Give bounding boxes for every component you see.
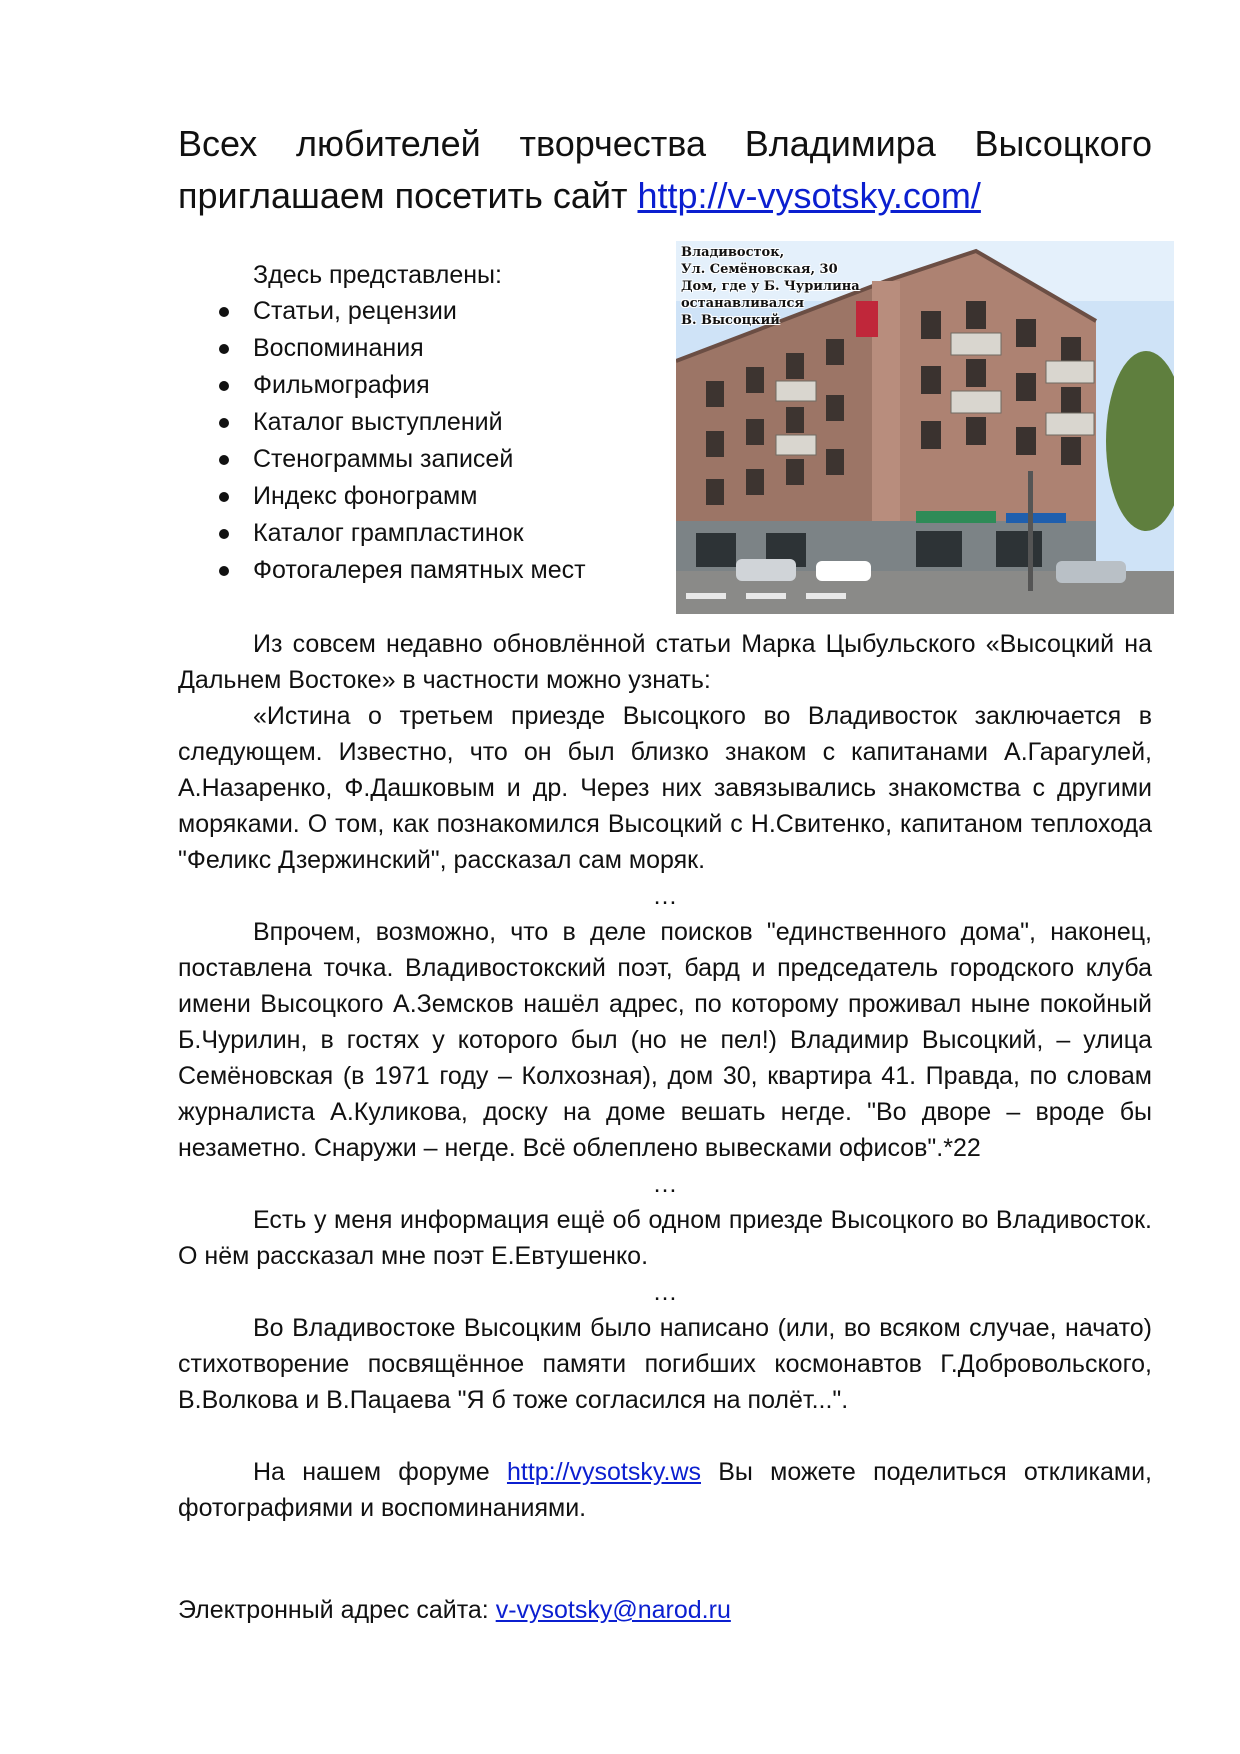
- list-item-label: Каталог выступлений: [253, 408, 503, 436]
- building-photo: [676, 241, 1174, 614]
- page-title-prefix: приглашаем посетить сайт: [178, 175, 638, 216]
- article-quote-paragraph: «Истина о третьем приезде Высоцкого во Владивосток заключается в следующем. Известно, что он был близко знаком с капитанами А.Гарагулей, А.Назаренко, Ф.Дашковым и др. Через них завязывались знакомства с другими моряками. О том, как познакомился Высоцкий с Н.Свитенко, капитаном теплохода "Феликс Дзержинский", рассказал сам моряк.: [178, 702, 1152, 874]
- bullet-icon: [219, 492, 229, 502]
- list-item: [213, 367, 586, 404]
- bullet-icon: [219, 455, 229, 465]
- page-title-line2: [178, 170, 1152, 222]
- list-item: [213, 478, 586, 515]
- ellipsis-separator: …: [652, 1278, 678, 1306]
- page-title-line1: Всех любителей творчества Владимира Высоцкого: [178, 123, 1152, 164]
- forum-prefix: На нашем форуме: [253, 1458, 507, 1486]
- list-item: [213, 552, 586, 589]
- features-list: [213, 293, 586, 589]
- list-item-label: Стенограммы записей: [253, 445, 514, 473]
- list-item: [213, 441, 586, 478]
- article-paragraph-1: Из совсем недавно обновлённой статьи Марка Цыбульского «Высоцкий на Дальнем Востоке» в частности можно узнать:: [178, 630, 1152, 694]
- article-body: [178, 626, 1152, 1526]
- bullet-icon: [219, 529, 229, 539]
- article-paragraph-4: Есть у меня информация ещё об одном приезде Высоцкого во Владивосток. О нём рассказал мне поэт Е.Евтушенко.: [178, 1206, 1152, 1270]
- list-item-label: Воспоминания: [253, 334, 424, 362]
- list-item: [213, 330, 586, 367]
- photo-caption: [681, 244, 860, 329]
- bullet-icon: [219, 307, 229, 317]
- list-item-label: Индекс фонограмм: [253, 482, 478, 510]
- contact-line: [178, 1592, 731, 1628]
- list-item: [213, 293, 586, 330]
- ellipsis-separator: …: [652, 882, 678, 910]
- bullet-icon: [219, 381, 229, 391]
- site-link[interactable]: http://v-vysotsky.com/: [637, 175, 981, 216]
- article-paragraph-3: Впрочем, возможно, что в деле поисков "единственного дома", наконец, поставлена точка. Владивостокский поэт, бард и председатель городского клуба имени Высоцкого А.Земсков нашёл адрес, по которому проживал ныне покойный Б.Чурилин, в гостях у которого был (но не пел!) Владимир Высоцкий, – улица Семёновская (в 1971 году – Колхозная), дом 30, квартира 41. Правда, по словам журналиста А.Куликова, доску на доме вешать негде. "Во дворе – вроде бы незаметно. Снаружи – негде. Всё облеплено вывесками офисов".*22: [178, 918, 1152, 1162]
- caption-line: В. Высоцкий: [681, 313, 780, 328]
- forum-paragraph: [178, 1454, 1152, 1526]
- caption-line: останавливался: [681, 296, 804, 311]
- features-intro: Здесь представлены:: [253, 261, 502, 289]
- list-item-label: Каталог грампластинок: [253, 519, 524, 547]
- ellipsis-separator: …: [652, 1170, 678, 1198]
- caption-line: Дом, где у Б. Чурилина: [681, 279, 860, 294]
- bullet-icon: [219, 566, 229, 576]
- article-paragraph-5: Во Владивостоке Высоцким было написано (или, во всяком случае, начато) стихотворение посвящённое памяти погибших космонавтов Г.Добровольского, В.Волкова и В.Пацаева "Я б тоже согласился на полёт...".: [178, 1314, 1152, 1414]
- list-item-label: Фильмография: [253, 371, 430, 399]
- forum-link[interactable]: http://vysotsky.ws: [506, 1458, 701, 1486]
- bullet-icon: [219, 418, 229, 428]
- list-item-label: Статьи, рецензии: [253, 297, 457, 325]
- caption-line: Ул. Семёновская, 30: [681, 262, 838, 277]
- list-item: [213, 404, 586, 441]
- list-item-label: Фотогалерея памятных мест: [253, 556, 586, 584]
- email-link[interactable]: v-vysotsky@narod.ru: [495, 1596, 731, 1624]
- forum-suffix: Вы можете поделиться откликами, фотографиями и воспоминаниями.: [178, 1458, 1152, 1522]
- paragraph-gap: [178, 1418, 1152, 1454]
- contact-label: Электронный адрес сайта:: [178, 1596, 496, 1624]
- bullet-icon: [219, 344, 229, 354]
- list-item: [213, 515, 586, 552]
- caption-line: Владивосток,: [681, 245, 785, 260]
